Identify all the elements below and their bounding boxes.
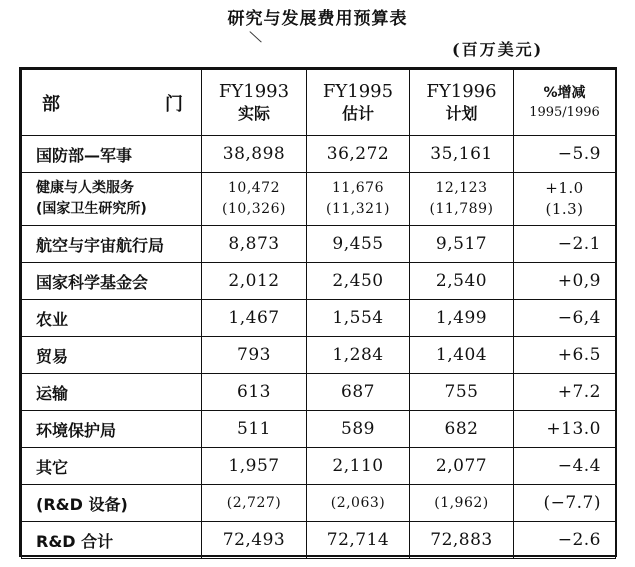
page-title: 研究与发展费用预算表: [227, 9, 408, 29]
dept-line: 健康与人类服务: [36, 180, 134, 196]
value-cell: 72,493: [202, 522, 307, 559]
header-fy1995: [307, 70, 410, 136]
change-cell: +0,9: [514, 263, 616, 300]
value-cell: 72,714: [307, 522, 410, 559]
header-fy1993-year: FY1993: [218, 80, 290, 102]
dept-cell: 贸易: [22, 337, 202, 374]
dept-subline: (国家卫生研究所): [36, 201, 147, 217]
header-change-label: %增减: [543, 84, 586, 101]
change-cell: [514, 173, 616, 226]
change-line: +1.0: [545, 179, 584, 197]
value-subline: (11,789): [429, 201, 494, 217]
table-row: [22, 173, 616, 226]
header-dept-left: 部: [42, 94, 60, 115]
value-line: 10,472: [228, 180, 280, 196]
change-cell: +13.0: [514, 411, 616, 448]
value-cell: 8,873: [202, 226, 307, 263]
change-cell: −2.6: [514, 522, 616, 559]
change-cell: −6,4: [514, 300, 616, 337]
header-department: [22, 70, 202, 136]
header-fy1995-type: 估计: [341, 103, 374, 123]
dept-cell: [22, 173, 202, 226]
value-cell: 2,450: [307, 263, 410, 300]
value-cell: 2,110: [307, 448, 410, 485]
value-cell: 72,883: [410, 522, 514, 559]
header-change-years: 1995/1996: [529, 104, 600, 120]
value-cell: 36,272: [307, 136, 410, 173]
value-cell: 1,467: [202, 300, 307, 337]
value-cell: (2,063): [307, 485, 410, 522]
table-row: [22, 300, 616, 337]
value-cell: 589: [307, 411, 410, 448]
table-row: [22, 136, 616, 173]
value-cell: 1,404: [410, 337, 514, 374]
table-row: [22, 226, 616, 263]
value-cell: [202, 173, 307, 226]
value-cell: 755: [410, 374, 514, 411]
dept-cell: 国防部—军事: [22, 136, 202, 173]
value-cell: 793: [202, 337, 307, 374]
header-row: [22, 70, 616, 136]
value-cell: 1,284: [307, 337, 410, 374]
header-fy1996-type: 计划: [445, 103, 478, 123]
change-subline: (1.3): [545, 200, 584, 218]
value-cell: (2,727): [202, 485, 307, 522]
value-cell: 35,161: [410, 136, 514, 173]
dept-cell: R&D 合计: [22, 522, 202, 559]
dept-cell: 航空与宇宙航行局: [22, 226, 202, 263]
change-cell: (−7.7): [514, 485, 616, 522]
table-row: [22, 448, 616, 485]
value-cell: 1,957: [202, 448, 307, 485]
table-row: [22, 263, 616, 300]
dept-cell: 国家科学基金会: [22, 263, 202, 300]
value-cell: 2,012: [202, 263, 307, 300]
header-dept-right: 门: [165, 94, 183, 115]
value-cell: 687: [307, 374, 410, 411]
value-cell: 38,898: [202, 136, 307, 173]
value-cell: 2,077: [410, 448, 514, 485]
scan-mark: ╲: [249, 29, 262, 45]
header-fy1996: [410, 70, 514, 136]
table-row: [22, 374, 616, 411]
value-cell: 613: [202, 374, 307, 411]
change-cell: −5.9: [514, 136, 616, 173]
value-subline: (10,326): [222, 201, 286, 217]
table-row: [22, 485, 616, 522]
value-cell: (1,962): [410, 485, 514, 522]
unit-label: (百万美元): [452, 40, 544, 59]
value-line: 11,676: [332, 180, 384, 196]
dept-cell: 其它: [22, 448, 202, 485]
change-cell: +6.5: [514, 337, 616, 374]
header-fy1996-year: FY1996: [426, 80, 497, 102]
header-change: [514, 70, 616, 136]
value-cell: [410, 173, 514, 226]
value-cell: 1,554: [307, 300, 410, 337]
table-row: [22, 411, 616, 448]
change-cell: −2.1: [514, 226, 616, 263]
dept-cell: 农业: [22, 300, 202, 337]
value-line: 12,123: [435, 180, 488, 196]
dept-cell: 环境保护局: [22, 411, 202, 448]
value-cell: 1,499: [410, 300, 514, 337]
table-row: [22, 337, 616, 374]
value-cell: 2,540: [410, 263, 514, 300]
value-cell: 9,517: [410, 226, 514, 263]
table-row: [22, 522, 616, 559]
value-cell: [307, 173, 410, 226]
header-fy1993-type: 实际: [237, 103, 270, 123]
dept-cell: 运输: [22, 374, 202, 411]
value-cell: 9,455: [307, 226, 410, 263]
value-cell: 682: [410, 411, 514, 448]
budget-table: [19, 67, 617, 557]
value-subline: (11,321): [326, 201, 390, 217]
change-cell: +7.2: [514, 374, 616, 411]
change-cell: −4.4: [514, 448, 616, 485]
value-cell: 511: [202, 411, 307, 448]
header-fy1995-year: FY1995: [322, 80, 394, 102]
header-fy1993: [202, 70, 307, 136]
dept-cell: (R&D 设备): [22, 485, 202, 522]
